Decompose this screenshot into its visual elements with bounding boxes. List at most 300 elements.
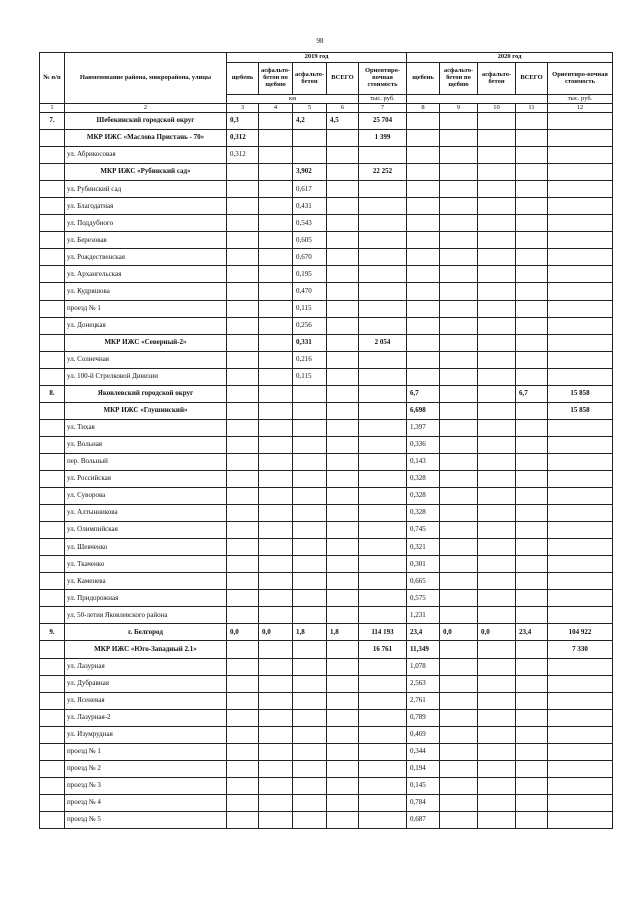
street-row [40,777,613,794]
value-cell [227,334,259,351]
colnum: 11 [516,104,548,113]
value-cell: 0,336 [407,436,440,453]
value-cell [227,385,259,402]
value-cell [327,573,359,590]
value-cell: 1,078 [407,658,440,675]
value-cell [548,470,613,487]
value-cell [478,539,516,556]
value-cell: 3,902 [293,164,327,181]
value-cell [516,743,548,760]
value-cell [227,641,259,658]
value-cell [327,215,359,232]
value-cell [407,266,440,283]
value-cell: 0,470 [293,283,327,300]
value-cell: 1 399 [359,130,407,147]
value-cell [327,709,359,726]
header-y2-asphalt: асфальто-бетон [478,63,516,95]
value-cell [259,249,293,266]
value-cell [516,351,548,368]
street-row [40,590,613,607]
street-name: ул. Каменева [65,573,227,590]
street-name: ул. Тихая [65,419,227,436]
value-cell: 0,670 [293,249,327,266]
street-name: ул. Российская [65,470,227,487]
value-cell [516,283,548,300]
value-cell [516,198,548,215]
value-cell [227,419,259,436]
value-cell [293,726,327,743]
value-cell [359,232,407,249]
value-cell [293,675,327,692]
row-number: 9. [40,624,65,641]
street-row [40,368,613,385]
street-name: проезд № 1 [65,743,227,760]
value-cell [359,402,407,419]
value-cell [478,436,516,453]
value-cell [440,300,478,317]
value-cell [548,692,613,709]
value-cell [548,777,613,794]
area-name: г. Белгород [65,624,227,641]
value-cell [259,573,293,590]
value-cell [440,436,478,453]
value-cell [516,607,548,624]
value-cell [327,436,359,453]
value-cell [478,811,516,828]
value-cell [227,522,259,539]
header-y2-gravel: щебень [407,63,440,95]
value-cell [293,488,327,505]
row-number [40,539,65,556]
value-cell [440,385,478,402]
microdistrict-row [40,334,613,351]
value-cell [327,777,359,794]
value-cell [327,351,359,368]
value-cell [440,760,478,777]
value-cell [440,164,478,181]
value-cell [259,743,293,760]
value-cell [478,522,516,539]
row-number [40,709,65,726]
value-cell [359,573,407,590]
value-cell [478,641,516,658]
value-cell [478,488,516,505]
street-name: ул. 50-летия Яковлевского района [65,607,227,624]
street-name: ул. Донецкая [65,317,227,334]
header-unit-km: км [227,95,359,104]
value-cell [227,453,259,470]
row-number [40,641,65,658]
value-cell [478,743,516,760]
value-cell [478,692,516,709]
value-cell [359,198,407,215]
value-cell [440,556,478,573]
value-cell [478,198,516,215]
value-cell [327,164,359,181]
value-cell [359,470,407,487]
value-cell [359,147,407,164]
row-number [40,726,65,743]
street-row [40,283,613,300]
value-cell [478,726,516,743]
value-cell [359,249,407,266]
value-cell: 0,617 [293,181,327,198]
row-number [40,351,65,368]
value-cell: 0,331 [293,334,327,351]
value-cell [293,794,327,811]
row-number [40,743,65,760]
value-cell [478,794,516,811]
value-cell: 0,0 [440,624,478,641]
value-cell [440,641,478,658]
value-cell [407,368,440,385]
page-number: 98 [316,37,324,45]
value-cell [359,266,407,283]
area-name: Шебекинский городской округ [65,113,227,130]
value-cell: 0,328 [407,488,440,505]
value-cell [548,590,613,607]
row-number [40,164,65,181]
value-cell [478,317,516,334]
street-name: ул. Дубравная [65,675,227,692]
value-cell [293,607,327,624]
street-row [40,232,613,249]
value-cell [227,488,259,505]
value-cell [440,317,478,334]
value-cell [227,368,259,385]
value-cell [293,692,327,709]
value-cell [548,368,613,385]
row-number [40,453,65,470]
value-cell [227,300,259,317]
value-cell: 6,698 [407,402,440,419]
row-number [40,368,65,385]
row-number [40,777,65,794]
value-cell [516,726,548,743]
value-cell [440,283,478,300]
value-cell [327,334,359,351]
street-name: ул. Рубинский сад [65,181,227,198]
value-cell [359,300,407,317]
value-cell [478,607,516,624]
value-cell [327,607,359,624]
value-cell [259,300,293,317]
value-cell [516,164,548,181]
value-cell [516,811,548,828]
value-cell [227,198,259,215]
row-number [40,692,65,709]
value-cell [478,147,516,164]
value-cell [259,334,293,351]
value-cell [227,539,259,556]
row-number [40,300,65,317]
value-cell [478,300,516,317]
colnum: 7 [359,104,407,113]
value-cell: 0,312 [227,147,259,164]
value-cell [227,607,259,624]
value-cell [327,130,359,147]
value-cell [293,573,327,590]
value-cell [478,556,516,573]
street-name: ул. Лазурная [65,658,227,675]
district-row [40,624,613,641]
value-cell [478,675,516,692]
value-cell [548,334,613,351]
value-cell [227,249,259,266]
value-cell [478,573,516,590]
value-cell [407,215,440,232]
value-cell [259,777,293,794]
value-cell [516,232,548,249]
value-cell [548,300,613,317]
value-cell [293,709,327,726]
microdistrict-row [40,641,613,658]
value-cell [548,147,613,164]
value-cell: 1,8 [293,624,327,641]
value-cell [327,794,359,811]
value-cell [407,147,440,164]
value-cell [227,181,259,198]
value-cell [516,573,548,590]
row-number [40,249,65,266]
value-cell [440,402,478,419]
value-cell [259,232,293,249]
row-number [40,266,65,283]
value-cell [359,351,407,368]
value-cell [359,692,407,709]
value-cell [440,505,478,522]
value-cell [440,692,478,709]
street-name: ул. Солнечная [65,351,227,368]
value-cell [359,658,407,675]
value-cell [440,777,478,794]
value-cell [327,300,359,317]
value-cell [359,760,407,777]
value-cell [227,317,259,334]
value-cell [516,470,548,487]
value-cell [227,811,259,828]
value-cell [259,215,293,232]
value-cell [327,539,359,556]
row-number [40,232,65,249]
value-cell [516,709,548,726]
value-cell [227,760,259,777]
street-name: проезд № 5 [65,811,227,828]
header-y1-asphalt: асфальто-бетон [293,63,327,95]
value-cell [227,215,259,232]
value-cell [327,249,359,266]
value-cell [259,453,293,470]
row-number [40,488,65,505]
value-cell [359,607,407,624]
header-unit-km-2020 [407,95,548,104]
value-cell [359,505,407,522]
value-cell [227,726,259,743]
street-name: ул. Ясеневая [65,692,227,709]
value-cell [478,419,516,436]
street-row [40,556,613,573]
value-cell [327,726,359,743]
value-cell [293,556,327,573]
row-number [40,181,65,198]
value-cell [327,266,359,283]
value-cell [548,539,613,556]
value-cell [259,198,293,215]
value-cell [440,232,478,249]
header-year-2019: 2019 год [227,53,407,63]
value-cell [478,368,516,385]
value-cell [548,505,613,522]
value-cell [478,777,516,794]
value-cell [440,607,478,624]
row-number [40,607,65,624]
header-y2-asphalt-gravel: асфальто-бетон по щебню [440,63,478,95]
value-cell [327,283,359,300]
value-cell [327,385,359,402]
value-cell: 0,195 [293,266,327,283]
colnum: 2 [65,104,227,113]
value-cell [516,419,548,436]
row-number [40,402,65,419]
value-cell [293,470,327,487]
value-cell: 104 922 [548,624,613,641]
value-cell [478,283,516,300]
value-cell [407,198,440,215]
value-cell [548,113,613,130]
street-name: ул. Суворова [65,488,227,505]
street-row [40,709,613,726]
value-cell [440,488,478,505]
value-cell [359,522,407,539]
value-cell: 4,5 [327,113,359,130]
area-name: МКР ИЖС «Маслова Пристань - 70» [65,130,227,147]
value-cell: 0,301 [407,556,440,573]
value-cell [548,760,613,777]
header-unit-rub-2020: тыс. руб. [548,95,613,104]
value-cell [407,181,440,198]
value-cell [478,215,516,232]
colnum: 12 [548,104,613,113]
street-name: ул. Алтынникова [65,505,227,522]
value-cell [478,709,516,726]
value-cell [478,385,516,402]
street-row [40,317,613,334]
value-cell [259,419,293,436]
value-cell [516,317,548,334]
value-cell [548,317,613,334]
value-cell [516,402,548,419]
value-cell [293,385,327,402]
value-cell: 0,256 [293,317,327,334]
value-cell [440,709,478,726]
value-cell [516,215,548,232]
value-cell [407,113,440,130]
value-cell: 0,0 [259,624,293,641]
value-cell [548,658,613,675]
value-cell [440,215,478,232]
value-cell: 0,0 [227,624,259,641]
value-cell [327,760,359,777]
value-cell [440,539,478,556]
row-number [40,198,65,215]
value-cell [259,692,293,709]
row-number [40,283,65,300]
value-cell [516,266,548,283]
row-number [40,573,65,590]
value-cell [516,692,548,709]
value-cell [259,505,293,522]
value-cell [327,675,359,692]
street-row [40,215,613,232]
street-row [40,266,613,283]
value-cell [227,351,259,368]
value-cell [293,147,327,164]
value-cell [516,181,548,198]
value-cell: 0,469 [407,726,440,743]
value-cell [327,147,359,164]
value-cell [440,113,478,130]
value-cell [359,385,407,402]
header-y1-total: ВСЕГО [327,63,359,95]
value-cell [327,402,359,419]
colnum: 1 [40,104,65,113]
value-cell: 0,784 [407,794,440,811]
value-cell [478,164,516,181]
value-cell: 0,665 [407,573,440,590]
value-cell [548,709,613,726]
value-cell [478,590,516,607]
value-cell [327,181,359,198]
value-cell: 114 193 [359,624,407,641]
value-cell: 23,4 [516,624,548,641]
value-cell [259,794,293,811]
value-cell [407,232,440,249]
value-cell [359,436,407,453]
value-cell [548,232,613,249]
value-cell [548,522,613,539]
street-name: ул. Благодатная [65,198,227,215]
row-number [40,675,65,692]
value-cell: 2 054 [359,334,407,351]
value-cell [548,743,613,760]
value-cell [478,760,516,777]
value-cell [516,760,548,777]
value-cell [259,641,293,658]
value-cell [440,181,478,198]
value-cell [478,334,516,351]
value-cell [359,709,407,726]
district-row [40,113,613,130]
colnum: 8 [407,104,440,113]
street-name: проезд № 4 [65,794,227,811]
value-cell: 0,745 [407,522,440,539]
microdistrict-row [40,130,613,147]
street-name: ул. Архангельская [65,266,227,283]
street-row [40,726,613,743]
value-cell [259,760,293,777]
row-number [40,760,65,777]
value-cell [478,232,516,249]
value-cell [259,164,293,181]
value-cell [259,811,293,828]
value-cell [227,283,259,300]
value-cell [407,317,440,334]
value-cell: 1,397 [407,419,440,436]
street-row [40,675,613,692]
value-cell [259,470,293,487]
street-row [40,692,613,709]
value-cell [359,590,407,607]
